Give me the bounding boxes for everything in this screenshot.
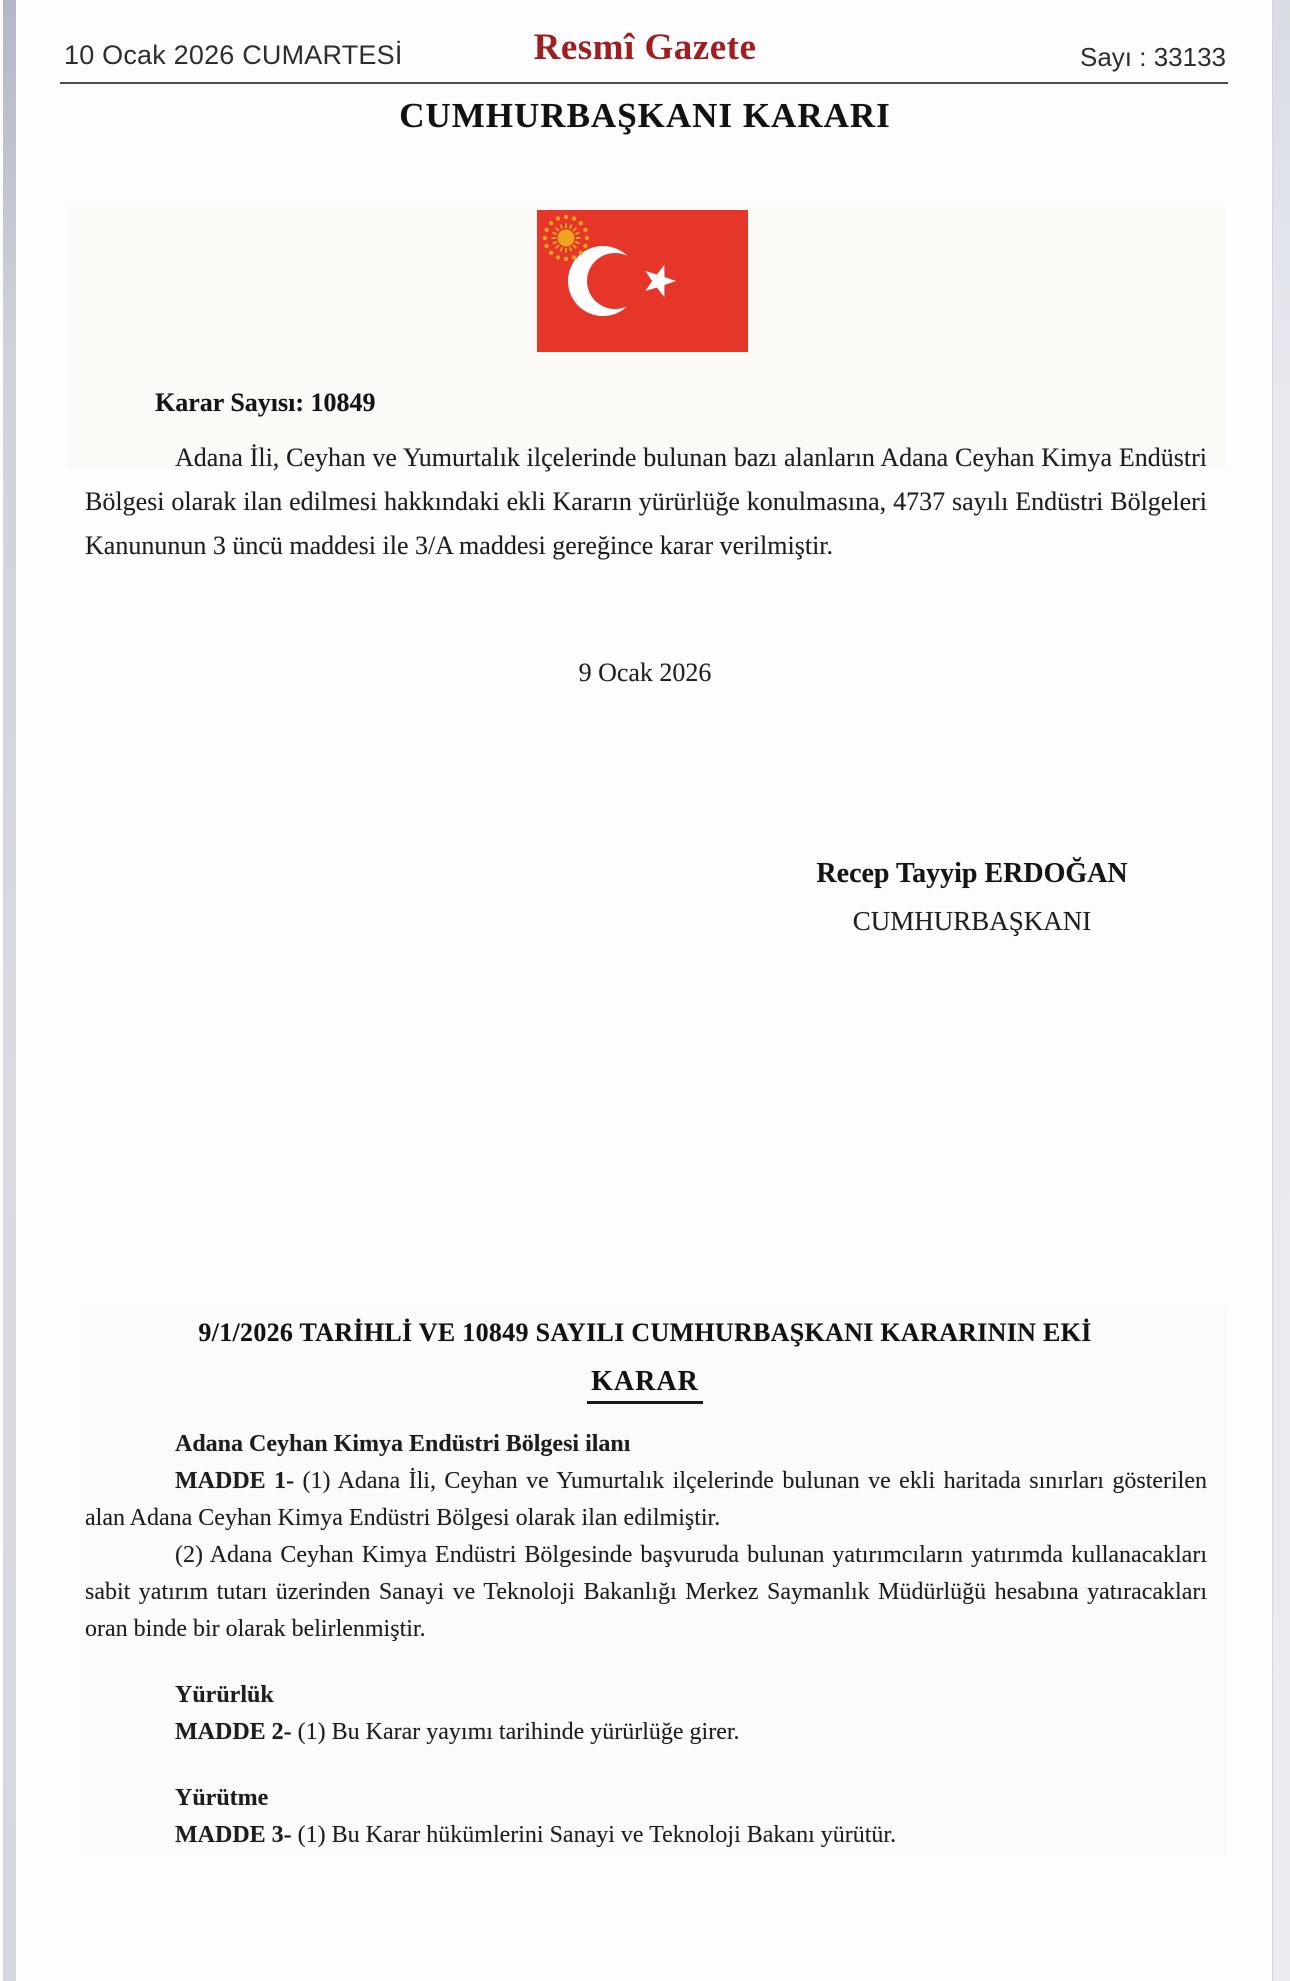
gazette-masthead: Resmî Gazete <box>533 27 757 68</box>
gazette-date: 10 Ocak 2026 CUMARTESİ <box>64 40 403 70</box>
annex-body <box>85 1426 1207 1854</box>
annex-article-3: MADDE 3- (1) Bu Karar hükümlerini Sanayi ve Teknoloji Bakanı yürütür. <box>175 1822 897 1848</box>
annex-section-title: Adana Ceyhan Kimya Endüstri Bölgesi ilanı <box>175 1431 631 1457</box>
decree-date: 9 Ocak 2026 <box>578 658 712 687</box>
header-divider <box>60 82 1228 84</box>
page-left-edge <box>3 0 16 1981</box>
annex-article-2: MADDE 2- (1) Bu Karar yayımı tarihinde yürürlüğe girer. <box>175 1719 740 1745</box>
page-right-edge <box>1272 0 1290 1981</box>
president-name: Recep Tayyip ERDOĞAN <box>816 858 1128 889</box>
document-title: CUMHURBAŞKANI KARARI <box>399 96 891 135</box>
enforcement-heading: Yürürlük <box>175 1682 274 1708</box>
decision-number: Karar Sayısı: 10849 <box>155 388 376 417</box>
gazette-issue-number: Sayı : 33133 <box>1080 42 1226 72</box>
annex-article-1-clause-2: (2) Adana Ceyhan Kimya Endüstri Bölgesinde başvuruda bulunan yatırımcıların yatırımda kullanacakları sabit yatırım tutarı üzerinden Sanayi ve Teknoloji Bakanlığı Merkez Saymanlık Müdürlüğü hesabına yatıracakları oran binde bir olarak belirlenmiştir. <box>85 1542 1207 1642</box>
annex-article-1: MADDE 1- (1) Adana İli, Ceyhan ve Yumurtalık ilçelerinde bulunan ve ekli haritada sınırları gösterilen alan Adana Ceyhan Kimya Endüstri Bölgesi olarak ilan edilmiştir. <box>85 1468 1208 1531</box>
annex-subheading-wrap <box>0 1366 1290 1404</box>
president-title: CUMHURBAŞKANI <box>852 906 1092 936</box>
presidential-sun-icon <box>552 224 581 253</box>
turkish-presidential-flag-icon <box>537 210 748 352</box>
annex-subheading: KARAR <box>587 1366 703 1404</box>
annex-heading: 9/1/2026 TARİHLİ VE 10849 SAYILI CUMHURBAŞKANI KARARININ EKİ <box>198 1318 1092 1347</box>
signature-block <box>772 858 1172 937</box>
execution-heading: Yürütme <box>175 1785 269 1811</box>
decree-text: Adana İli, Ceyhan ve Yumurtalık ilçelerinde bulunan bazı alanların Adana Ceyhan Kimya Endüstri Bölgesi olarak ilan edilmesi hakkındaki ekli Kararın yürürlüğe konulmasına, 4737 sayılı Endüstri Bölgeleri Kanununun 3 üncü maddesi ile 3/A maddesi gereğince karar verilmiştir. <box>85 443 1207 560</box>
